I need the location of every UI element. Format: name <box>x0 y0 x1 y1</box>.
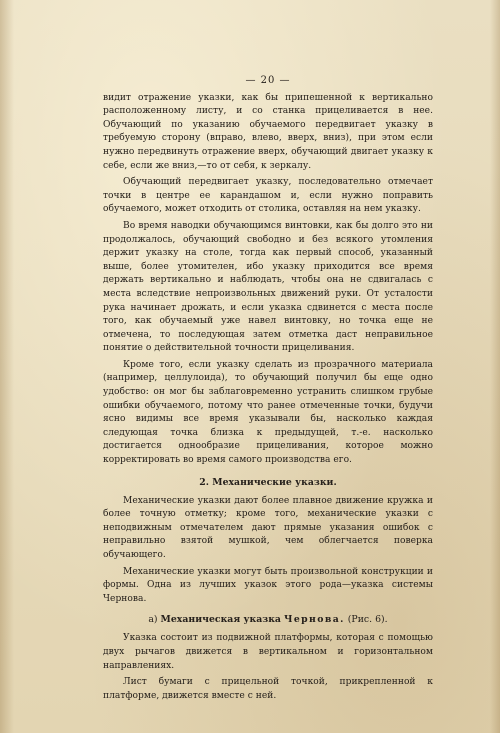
subsection-prefix: а) <box>148 614 158 626</box>
section-heading: 2. Механические указки. <box>199 476 337 488</box>
subsection-heading <box>103 613 433 626</box>
subsection-name: Чернова. <box>283 614 345 626</box>
paragraph-3: Во время наводки обучающимся винтовки, как бы долго это ни продолжалось, обучающий свободно и без всякого утомления держит указку на столе, тогда как первый способ, указанный выше, более утомителен, ибо указку приходится все время держать вертикально и наблюдать, чтобы она не сдвигалась с места вследствие непроизвольных движений руки. От усталости рука начинает дрожать, и если указка сдвинется с места после того, как обучаемый уже навел винтовку, но точка еще не отмечена, то последующая затем отметка даст неправильное понятие о действительной точности прицеливания. <box>103 220 433 354</box>
subsection-title: Механическая указка <box>160 614 281 626</box>
paragraph-1: видит отражение указки, как бы припешенной к вертикально расположенному листу, и со станка прицеливается в нее. Обучающий по указанию обучаемого передвигает указку в требуемую сторону (вправо, влево, вверх, вниз), при этом если нужно передвинуть отражение вверх, обучающий двигает указку к себе, если же вниз,—то от себя, к зеркалу. <box>103 92 433 171</box>
paragraph-8: Лист бумаги с прицельной точкой, прикрепленной к платформе, движется вместе с ней. <box>103 677 433 701</box>
paragraph-6: Механические указки могут быть произвольной конструкции и формы. Одна из лучших указок этого рода—указка системы Чернова. <box>103 566 433 604</box>
paragraph-5: Механические указки дают более плавное движение кружка и более точную отметку; кроме того, механические указки с неподвижным отмечателем дают прямые указания ошибок с неправильно взятой мушкой, чем облегчается поверка обучающего. <box>103 495 433 560</box>
text-block <box>103 74 433 706</box>
paragraph-2: Обучающий передвигает указку, последовательно отмечает точки в центре ее карандашом и, если нужно поправить обучаемого, может отходить от столика, оставляя на нем указку. <box>103 177 433 215</box>
page-number: — 20 — <box>245 75 291 86</box>
paragraph-7: Указка состоит из подвижной платформы, которая с помощью двух рычагов движется в вертикальном и горизонтальном направлениях. <box>103 633 433 671</box>
paragraph-4: Кроме того, если указку сделать из прозрачного материала (например, целлулоида), то обучающий получил бы еще одно удобство: он мог бы заблаговременно устранить слишком грубые ошибки обучаемого, потому что ранее отмеченные точки, будучи ясно видимы все время указывали бы, насколько каждая следующая точка близка к предыдущей, т.-е. насколько достигается однообразие прицеливания, которое можно корректировать во время самого производства его. <box>103 359 433 466</box>
subsection-figure-ref: (Рис. 6). <box>347 614 388 626</box>
